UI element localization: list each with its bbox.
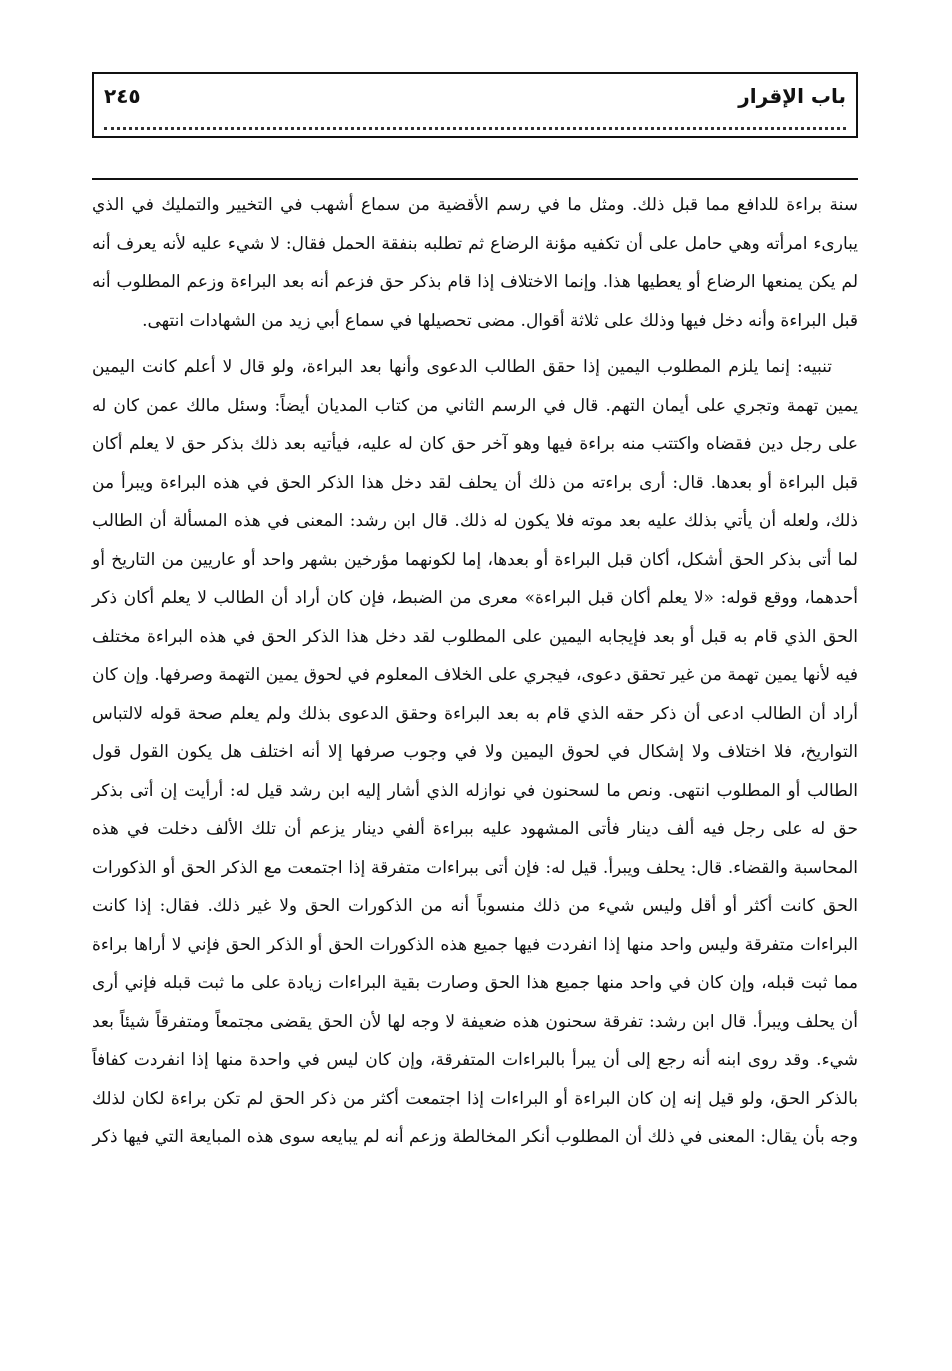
paragraph: سنة براءة للدافع مما قبل ذلك. ومثل ما في رسم الأقضية من سماع أشهب في التخيير والتمليك في الذي يبارىء امرأته وهي حامل على أن تكفيه مؤنة الرضاع ثم تطلبه بنفقة الحمل فقال: لا شيء عليه لأنه يعرف أنه لم يكن يمنعها الرضاع أو يعطيها هذا. وإنما الاختلاف إذا قام بذكر حق فزعم أنه بعد البراءة وزعم المطلوب أنه قبل البراءة وأنه دخل فيها وذلك على ثلاثة أقوال. مضى تحصيلها في سماع أبي زيد من الشهادات انتهى. [92,195,858,331]
dotted-separator [104,127,846,130]
running-header [92,72,858,138]
header-row [104,84,846,108]
main-text [92,186,858,1157]
paragraph-tanbih: تنبيه: إنما يلزم المطلوب اليمين إذا حقق الطالب الدعوى وأنها بعد البراءة، ولو قال لا أعلم كانت اليمين يمين تهمة وتجري على أيمان التهم. قال في الرسم الثاني من كتاب المديان أيضاً: وسئل مالك عمن كان له على رجل دين فقضاه واكتتب منه براءة فيها وهو آخر حق كان له عليه، فيأتيه بعد ذلك بذكر حق لا يعلم أكان قبل البراءة أو بعدها. قال: أرى براءته من ذلك أن يحلف لقد دخل هذا الذكر الحق في هذه البراءة ويبرأ من ذلك، ولعله أن يأتي بذلك عليه بعد موته فلا يكون له ذلك. قال ابن رشد: المعنى في هذه المسألة أن الطالب لما أتى بذكر الحق أشكل، أكان قبل البراءة أو بعدها، إما لكونهما مؤرخين بشهر واحد أو عاريين من التاريخ أو أحدهما، ووقع قوله: «لا يعلم أكان قبل البراءة» معرى من الضبط، فإن كان أراد أن الطالب لا يعلم أكان ذكر الحق الذي قام به قبل أو بعد فإيجابه اليمين على المطلوب لقد دخل هذا الذكر الحق في هذه البراءة مختلف فيه لأنها يمين تهمة من غير تحقق دعوى، فيجري على الخلاف المعلوم في لحوق يمين التهمة وصرفها. وإن كان أراد أن الطالب ادعى أن ذكر حقه الذي قام به بعد البراءة وحقق الدعوى بذلك ولم يعلم صحة قوله لالتباس التواريخ، فلا اختلاف ولا إشكال في لحوق اليمين ولا في وجوب صرفها إلا أنه اختلف هل يكون القول قول الطالب أو المطلوب انتهى. ونص ما لسحنون في نوازله الذي أشار إليه ابن رشد قيل له: أرأيت إن أتى بذكر حق له على رجل فيه ألف دينار فأتى المشهود عليه ببراءة ألفي دينار يزعم أن تلك الألف دخلت في هذه المحاسبة والقضاء. قال: يحلف ويبرأ. قيل له: فإن أتى ببراءات متفرقة إذا اجتمعت مع الذكر الحق أو الذكورات الحق كانت أكثر أو أقل وليس شيء من ذلك منسوباً أنه من الذكورات الحق ولا غير ذلك. فقال: إذا كانت البراءات متفرقة وليس واحد منها إذا انفردت فيها جميع هذه الذكورات الحق أو الذكر الحق فإني لا أراها براءة مما ثبت قبله، وإن كان في واحد منها جميع هذا الحق وصارت بقية البراءات زيادة على ما ثبت قبله فإني أرى أن يحلف ويبرأ. قال ابن رشد: تفرقة سحنون هذه ضعيفة لا وجه لها لأن الحق يقضى مجتمعاً ومتفرقاً شيئاً بعد شيء. وقد روى ابنه أنه رجع إلى أن يبرأ بالبراءات المتفرقة، وإن كان ليس في واحدة منها إذا انفردت كفافاً بالذكر الحق، ولو قيل إنه إن كان البراءة أو البراءات إذا اجتمعت أكثر من ذكر الحق لم تكن براءة لكان لذلك وجه بأن يقال: المعنى في ذلك أن المطلوب أنكر المخالطة وزعم أنه لم يبايعه سوى هذه المبايعة التي فيها ذكر [92,357,858,1147]
chapter-title: باب الإقرار [738,84,846,108]
page-number: ٢٤٥ [104,84,141,108]
header-rule [92,178,858,180]
